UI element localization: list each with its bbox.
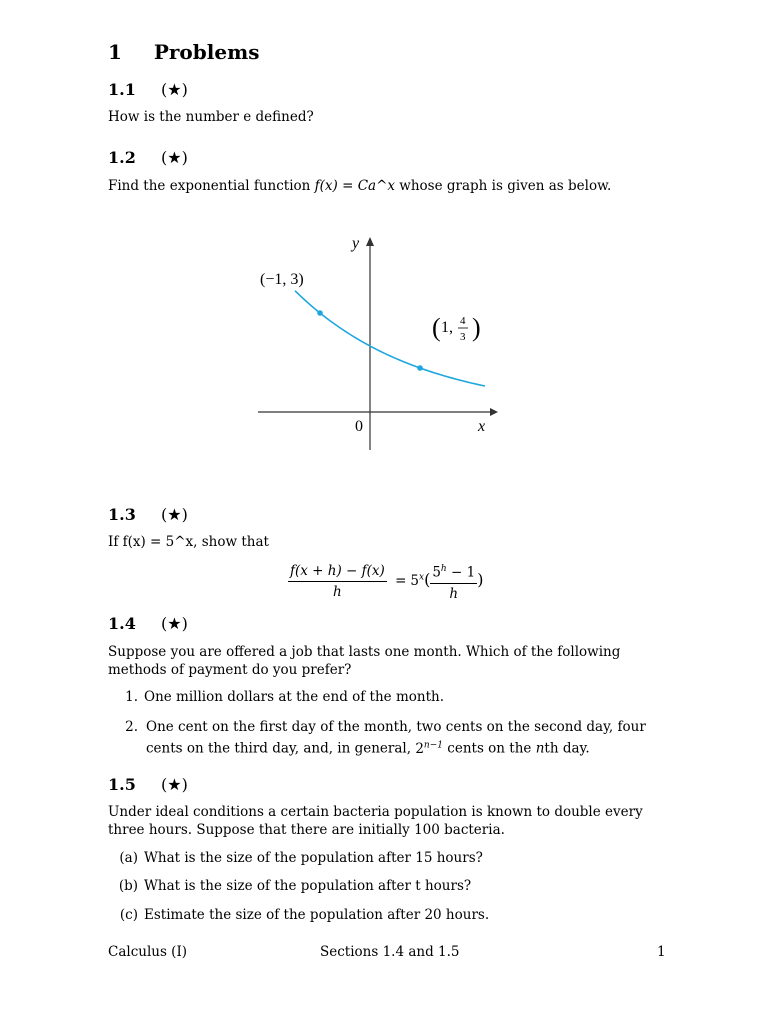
footer-center: Sections 1.4 and 1.5 (320, 944, 460, 960)
list-marker: (b) (118, 878, 138, 894)
rhs-base: 5 (410, 572, 419, 589)
x-axis-label: x (478, 418, 486, 435)
section-heading (108, 40, 260, 64)
footer-page-number: 1 (657, 944, 666, 960)
section-title: Problems (153, 40, 260, 64)
exponential-curve (295, 291, 485, 386)
problem-1-3-heading (108, 505, 188, 524)
list-marker: (c) (119, 907, 138, 923)
problem-1-2-heading (108, 148, 188, 167)
difficulty-stars: (★) (161, 775, 188, 794)
problem-1-1-text (108, 108, 314, 126)
point2-label-prefix: 1, (441, 319, 453, 336)
lhs-denominator: h (333, 583, 342, 600)
exponential-graph (250, 228, 500, 458)
section-number: 1 (108, 40, 122, 64)
problem-1-5-heading (108, 775, 188, 794)
rhs-exponent: x (418, 572, 425, 583)
y-axis-label: y (352, 235, 360, 252)
paren-left: ( (424, 569, 431, 589)
difficulty-stars: (★) (161, 614, 188, 633)
difficulty-stars: (★) (161, 148, 188, 167)
list-item (108, 906, 489, 924)
paren-right: ) (477, 569, 484, 589)
list-marker: 2. (125, 719, 138, 735)
problem-number: 1.3 (108, 505, 136, 524)
list-item-text (146, 718, 670, 758)
problem-1-4-prompt: Suppose you are offered a job that lasts one month. Which of the following methods of payment do you prefer? (108, 644, 621, 678)
problem-1-5-text (108, 803, 670, 839)
rhs-denominator: h (449, 585, 459, 602)
rhs-fraction (430, 560, 477, 603)
list-item-text: What is the size of the population after 15 hours? (144, 850, 483, 866)
list-item (108, 877, 471, 895)
y-axis-arrow-icon (366, 237, 374, 246)
formula: f(x) = Ca^x (314, 178, 396, 194)
list-item-text: What is the size of the population after t hours? (144, 878, 472, 894)
origin-label: 0 (355, 418, 363, 435)
problem-1-1-heading (108, 80, 188, 99)
problem-number: 1.5 (108, 775, 136, 794)
point2-frac-den: 3 (460, 331, 466, 343)
paren-right: ) (472, 313, 481, 342)
difficulty-stars: (★) (161, 80, 188, 99)
list-marker: 1. (125, 689, 138, 705)
list-item-text: One million dollars at the end of the month. (144, 689, 444, 705)
exponent-expression: $2^{n-1}$ (415, 740, 443, 757)
problem-1-3-text (108, 533, 269, 551)
text-fragment: Find the exponential function (108, 178, 315, 194)
rhs-num-base: 5 (432, 564, 441, 581)
lhs-numerator: f(x + h) − f(x) (288, 562, 387, 582)
problem-1-5-prompt: Under ideal conditions a certain bacteria population is known to double every three hours. Suppose that there are initially 100 bacteria. (108, 804, 643, 838)
list-marker: (a) (119, 850, 138, 866)
problem-1-4-heading (108, 614, 188, 633)
text-fragment: whose graph is given as below. (395, 178, 612, 194)
paren-left: ( (432, 313, 441, 342)
problem-1-4-text (108, 643, 668, 679)
difference-quotient-equation (288, 560, 483, 603)
x-axis-arrow-icon (490, 408, 498, 416)
problem-1-1-prompt: How is the number e defined? (108, 109, 314, 125)
problem-1-2-text (108, 177, 611, 195)
point1-label: (−1, 3) (260, 271, 304, 288)
rhs-num-rest: − 1 (446, 564, 476, 581)
point-neg1-3 (317, 310, 323, 316)
point2-label (432, 313, 481, 343)
point-1-four-thirds (417, 365, 423, 371)
list-item-text: Estimate the size of the population after 20 hours. (144, 907, 490, 923)
point2-frac-num: 4 (460, 315, 466, 327)
text-fragment: cents on the nth day. (443, 740, 590, 757)
rhs-num-exponent: h (440, 564, 447, 574)
equals-sign: = (395, 572, 407, 589)
list-item (108, 688, 444, 706)
problem-number: 1.4 (108, 614, 136, 633)
problem-number: 1.2 (108, 148, 136, 167)
difficulty-stars: (★) (161, 505, 188, 524)
list-item (108, 718, 670, 758)
problem-number: 1.1 (108, 80, 136, 99)
problem-1-3-prompt: If f(x) = 5^x, show that (108, 534, 269, 550)
footer-left: Calculus (I) (108, 944, 188, 960)
lhs-fraction (288, 562, 387, 601)
text-fragment: One cent on the first day of the month, two cents on the second day, four cents on the third day, and, in general, (146, 719, 646, 757)
list-item (108, 849, 483, 867)
